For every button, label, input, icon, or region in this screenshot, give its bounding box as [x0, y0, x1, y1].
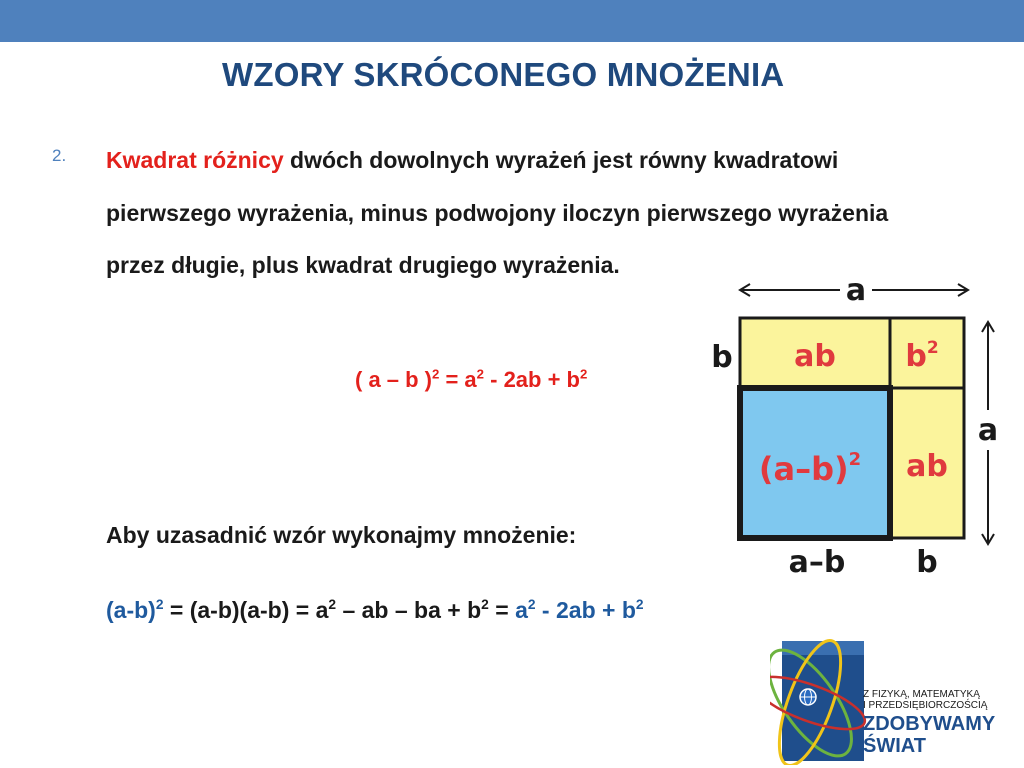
definition-highlight: Kwadrat różnicy [106, 147, 284, 173]
square-diagram [700, 270, 1010, 580]
left-label: b [711, 340, 733, 375]
logo-line-4: ŚWIAT [863, 735, 926, 757]
formula2-part5: - 2ab + b [535, 597, 636, 623]
globe-icon [800, 689, 816, 705]
formula2-exp-3: 2 [481, 597, 489, 613]
bottom-left-label: a–b [788, 545, 846, 580]
formula2-part4: a [515, 597, 528, 623]
definition-paragraph [106, 134, 896, 292]
slide-title: WZORY SKRÓCONEGO MNOŻENIA [222, 56, 785, 93]
project-logo [770, 625, 1024, 765]
right-label: a [977, 413, 999, 448]
cell-ab-right-label: ab [906, 449, 948, 484]
formula1-exp-1: 2 [432, 366, 440, 382]
cell-b2-label: $b^2$ [905, 338, 939, 374]
definition-text: dwóch dowolnych wyrażeń jest równy kwadratowi pierwszego wyrażenia, minus podwojony iloczyn pierwszego wyrażenia przez długie, plus kwadrat drugiego wyrażenia. [106, 147, 889, 278]
formula2-lhs: (a-b) [106, 597, 156, 623]
formula1-exp-2: 2 [476, 366, 485, 382]
logo-line-3: ZDOBYWAMY [863, 713, 996, 735]
formula-square-difference [355, 367, 587, 393]
formula1-mid: - 2ab + b [484, 367, 580, 392]
bottom-right-label: b [916, 545, 938, 580]
logo-line-2: I PRZEDSIĘBIORCZOŚCIĄ [863, 700, 988, 711]
top-label: a [845, 273, 867, 308]
justification-text: Aby uzasadnić wzór wykonajmy mnożenie: [106, 522, 577, 548]
formula1-base: ( a – b ) [355, 367, 433, 392]
formula2-part3: = [488, 597, 516, 623]
cell-amb2-label: $(a-b)^2$ [758, 449, 862, 488]
logo-line-1: Z FIZYKĄ, MATEMATYKĄ [863, 689, 980, 700]
formula2-exp-5: 2 [635, 597, 644, 613]
formula1-exp-3: 2 [580, 366, 588, 382]
formula2-exp-2: 2 [328, 597, 337, 613]
formula-expansion [106, 597, 644, 624]
formula2-part1: = (a-b)(a-b) = a [163, 597, 329, 623]
formula2-exp-1: 2 [155, 597, 164, 613]
formula2-exp-4: 2 [527, 597, 536, 613]
formula1-eq: = a [439, 367, 477, 392]
list-number: 2. [52, 146, 67, 165]
formula2-part2: – ab – ba + b [336, 597, 482, 623]
top-bar [0, 0, 1024, 42]
cell-ab-top-label: ab [794, 339, 836, 374]
